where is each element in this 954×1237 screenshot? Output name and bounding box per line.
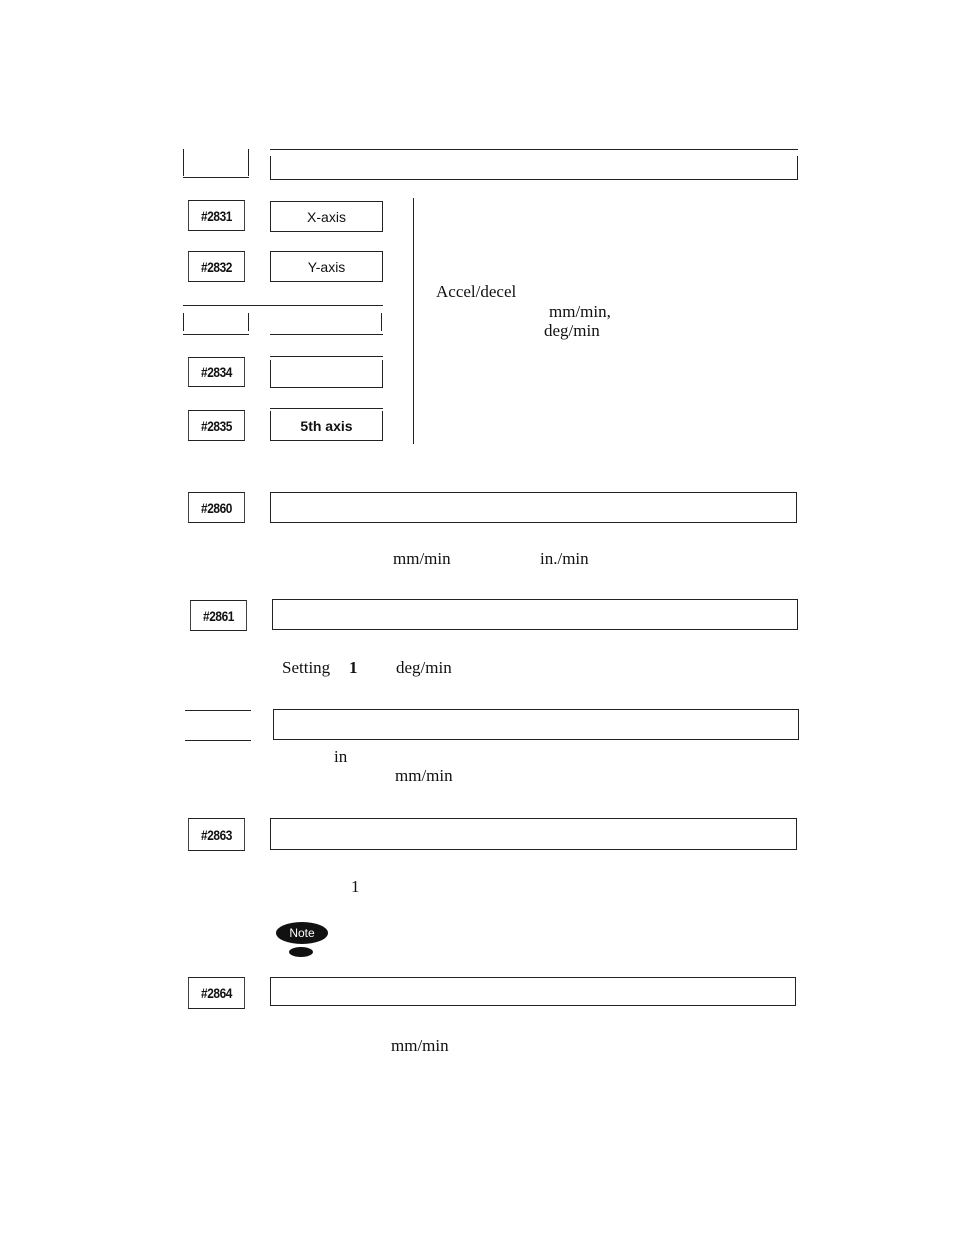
axis-4th-top-rule: [270, 356, 383, 357]
axis-5th-label: 5th axis: [270, 411, 383, 441]
row-2862-top-rule: [185, 710, 251, 711]
note-icon: [275, 921, 329, 959]
note-label: Note: [289, 926, 315, 940]
param-2831-tag: #2831: [188, 200, 245, 231]
p2860-mm-min-text: mm/min: [393, 549, 451, 568]
axis-4th-box: [270, 360, 383, 388]
header-left-bracket: [183, 149, 184, 176]
axis-5th-top-rule: [270, 408, 383, 409]
unit-mm-min-text: mm/min,: [549, 302, 611, 321]
p2861-setting-text: Setting: [282, 658, 331, 677]
row-2833-left-bracket: [183, 313, 184, 331]
param-2863-tag: #2863: [188, 818, 245, 851]
row-2862-bottom-rule: [185, 740, 251, 741]
p2860-in-min-text: in./min: [540, 549, 589, 568]
header-title-box: [270, 156, 798, 180]
p2862-in-text: in: [334, 747, 348, 766]
accel-decel-text: Accel/decel: [436, 282, 517, 301]
row-2833-bottom-rule-left: [183, 334, 249, 335]
param-2832-tag: #2832: [188, 251, 245, 282]
header-left-bracket-right: [248, 149, 249, 176]
param-2861-title-box: [272, 599, 798, 630]
row-2833-mid-bracket: [248, 313, 249, 331]
param-2861-tag: #2861: [190, 600, 247, 631]
param-2834-tag: #2834: [188, 357, 245, 387]
param-2835-tag: #2835: [188, 410, 245, 441]
param-2863-title-box: [270, 818, 797, 850]
header-rule: [270, 149, 798, 150]
axis-x-label: X-axis: [270, 201, 383, 232]
unit-deg-min-text: deg/min: [544, 321, 600, 340]
param-2860-title-box: [270, 492, 797, 523]
p2861-setting-value: 1: [349, 658, 358, 677]
axis-y-label: Y-axis: [270, 251, 383, 282]
param-2862-title-box: [273, 709, 799, 740]
param-2860-tag: #2860: [188, 492, 245, 523]
p2864-mm-min-text: mm/min: [391, 1036, 449, 1055]
param-2864-title-box: [270, 977, 796, 1006]
description-divider: [413, 198, 414, 444]
header-left-underline: [183, 177, 249, 178]
p2862-mm-min-text: mm/min: [395, 766, 453, 785]
p2861-deg-min-text: deg/min: [396, 658, 452, 677]
row-2833-right-bracket: [381, 313, 382, 331]
param-2864-tag: #2864: [188, 977, 245, 1009]
row-2833-top-rule: [183, 305, 383, 306]
p2863-value-text: 1: [351, 877, 360, 896]
row-2833-bottom-rule-right: [270, 334, 383, 335]
